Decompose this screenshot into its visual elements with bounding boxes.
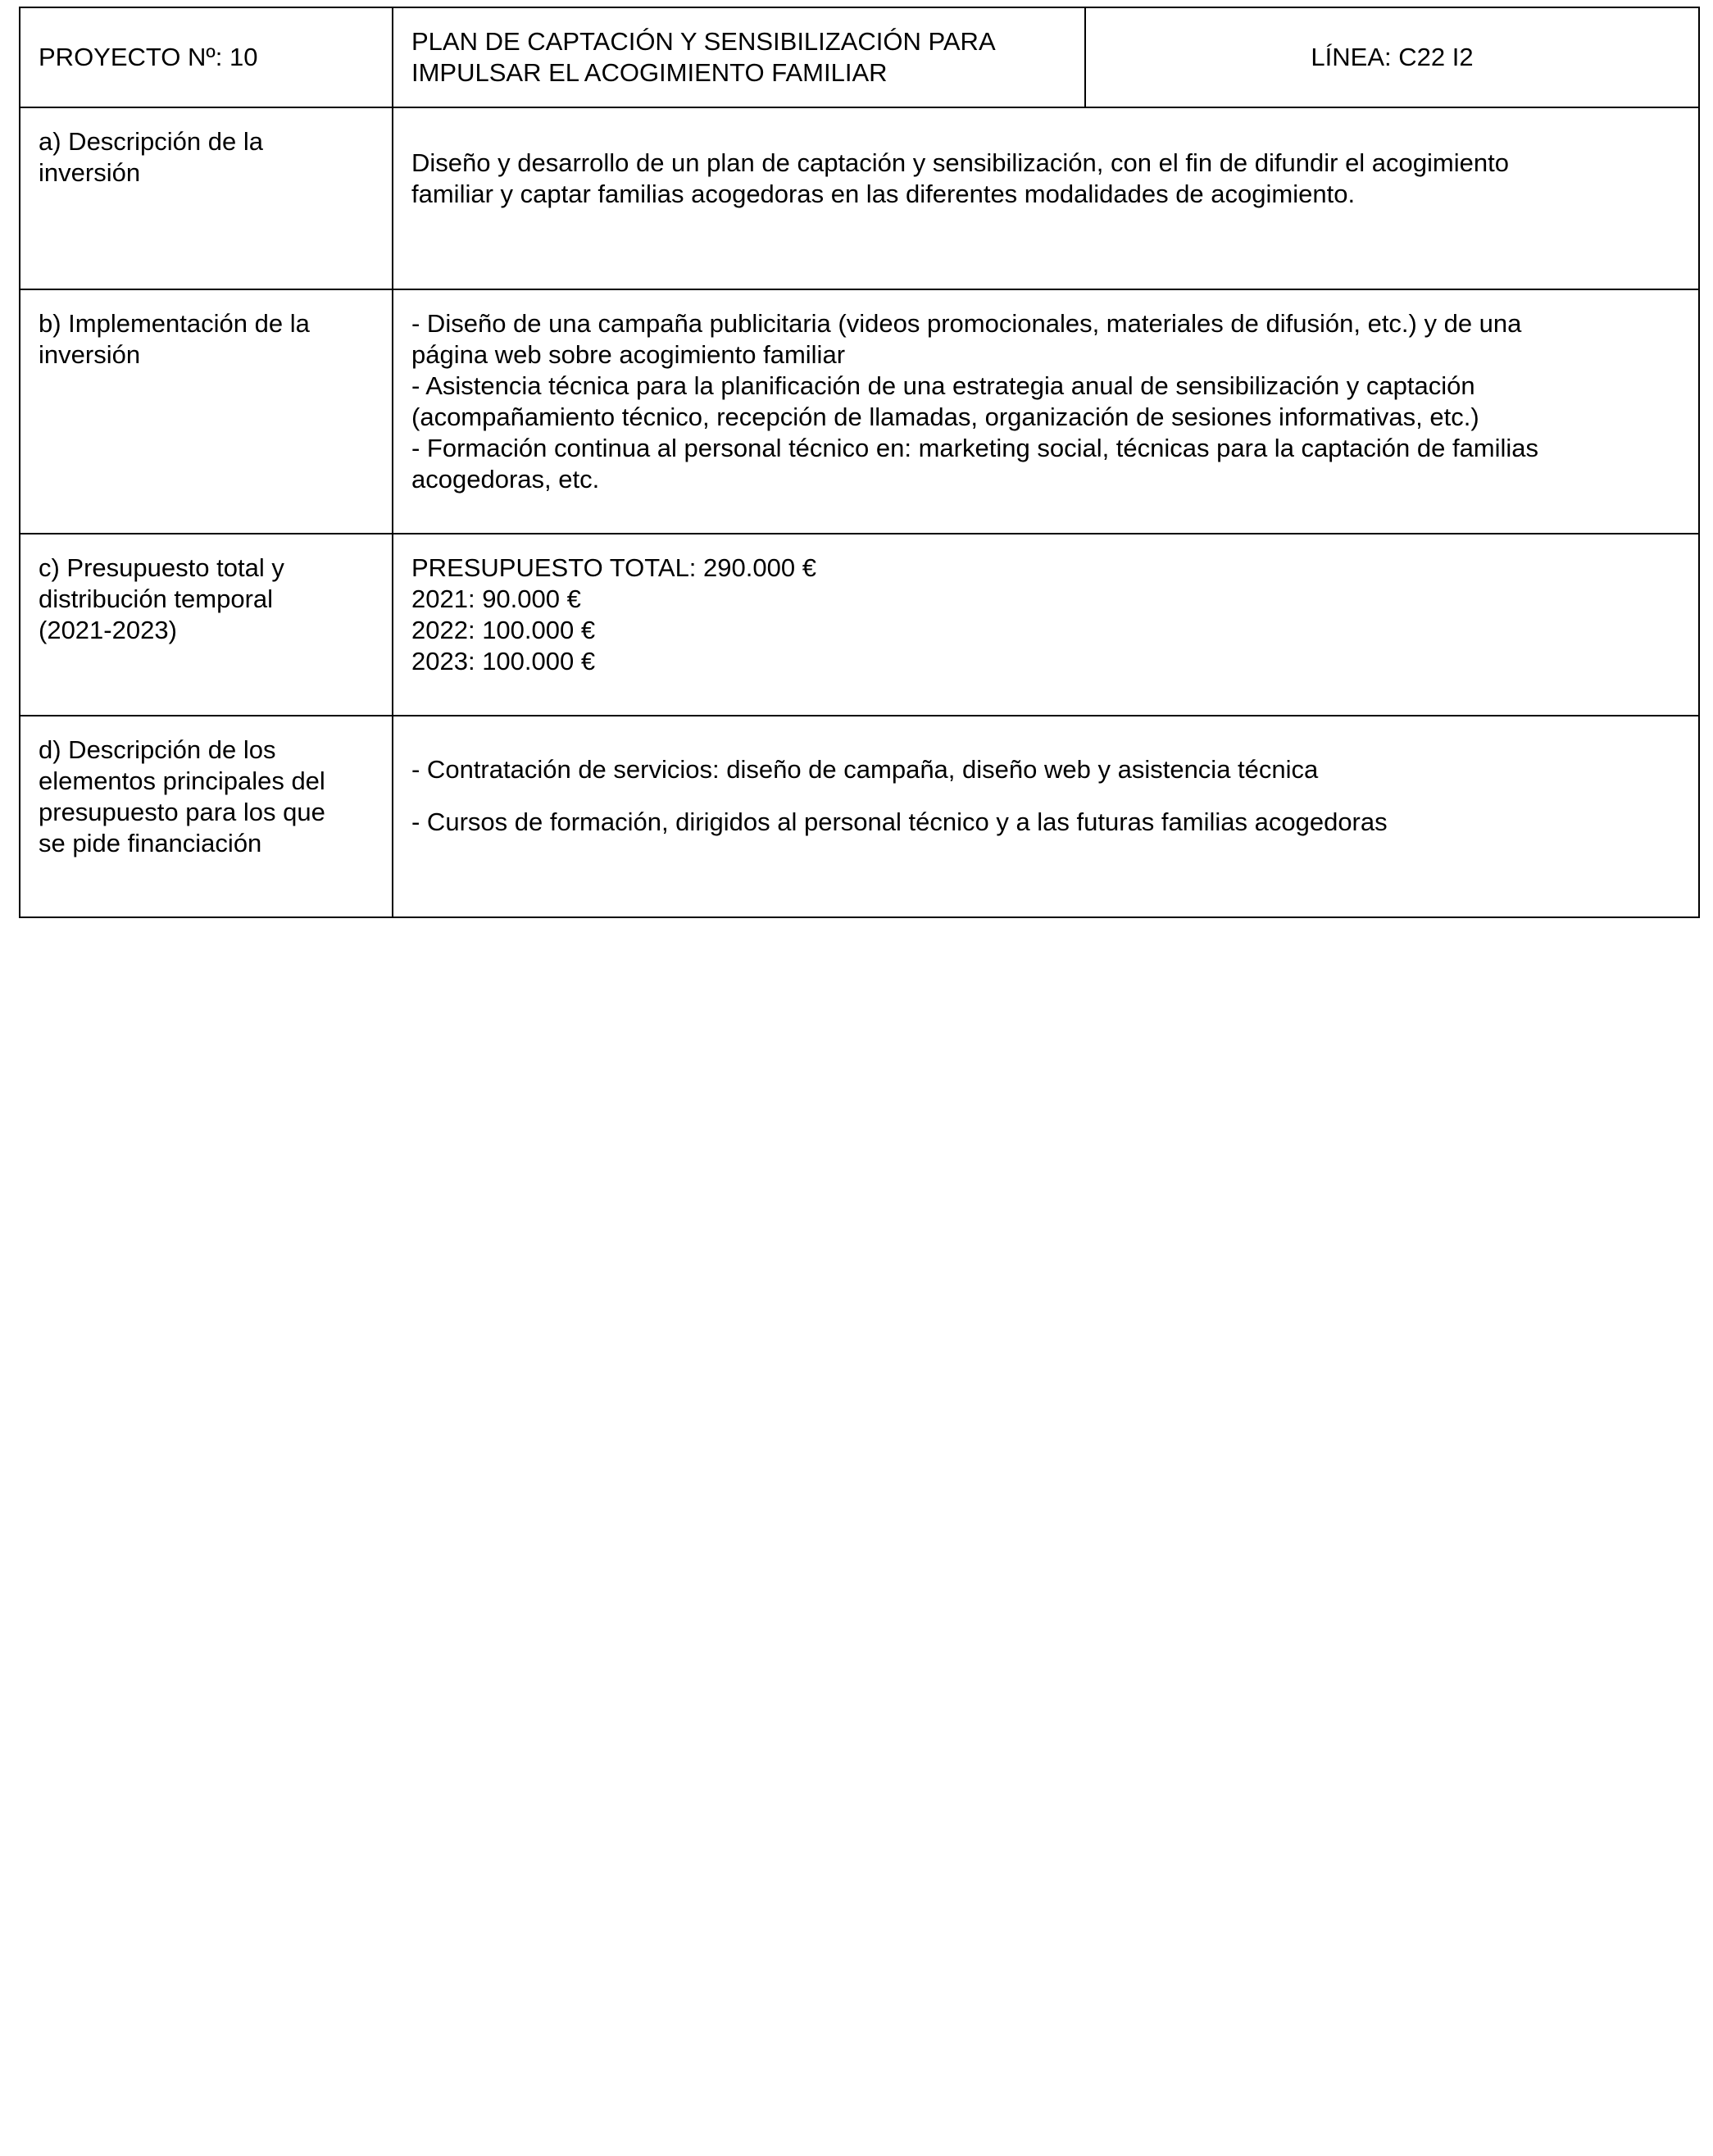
project-line: LÍNEA: C22 I2 — [1311, 43, 1474, 71]
row-investment-implementation — [20, 289, 1699, 534]
row-b-content-line: - Diseño de una campaña publicitaria (videos promocionales, materiales de difusión, etc.) y de una — [411, 309, 1522, 338]
budget-element-item: - Contratación de servicios: diseño de campaña, diseño web y asistencia técnica — [411, 755, 1319, 784]
row-d-label-line-1: d) Descripción de los — [39, 735, 276, 764]
row-d-label-line-4: se pide financiación — [39, 829, 262, 857]
budget-2023: 2023: 100.000 € — [411, 647, 596, 675]
row-a-label-line-1: a) Descripción de la — [39, 127, 263, 156]
row-b-content-cell — [393, 289, 1699, 534]
row-c-content-cell — [393, 534, 1699, 716]
project-line-cell — [1085, 7, 1699, 107]
project-title-line-2: IMPULSAR EL ACOGIMIENTO FAMILIAR — [411, 58, 888, 87]
row-b-label-cell — [20, 289, 393, 534]
row-b-content-line: acogedoras, etc. — [411, 465, 600, 494]
project-number: PROYECTO Nº: 10 — [39, 43, 258, 71]
row-c-label-line-3: (2021-2023) — [39, 616, 177, 644]
row-budget-total — [20, 534, 1699, 716]
row-b-content-line: - Asistencia técnica para la planificación de una estrategia anual de sensibilización y captación — [411, 371, 1475, 400]
row-d-label-cell — [20, 716, 393, 917]
row-c-label-cell — [20, 534, 393, 716]
row-d-label-line-3: presupuesto para los que — [39, 798, 325, 826]
header-row — [20, 7, 1699, 107]
row-a-content-line-2: familiar y captar familias acogedoras en las diferentes modalidades de acogimiento. — [411, 180, 1356, 208]
row-b-content-line: - Formación continua al personal técnico en: marketing social, técnicas para la captación de familias — [411, 434, 1539, 462]
budget-2021: 2021: 90.000 € — [411, 584, 581, 613]
row-a-content-line-1: Diseño y desarrollo de un plan de captación y sensibilización, con el fin de difundir el acogimiento — [411, 148, 1509, 177]
project-number-cell — [20, 7, 393, 107]
row-investment-description — [20, 107, 1699, 289]
row-d-label-line-2: elementos principales del — [39, 766, 325, 795]
row-b-content-line: (acompañamiento técnico, recepción de llamadas, organización de sesiones informativas, etc.) — [411, 403, 1479, 431]
row-budget-elements — [20, 716, 1699, 917]
budget-total: PRESUPUESTO TOTAL: 290.000 € — [411, 553, 816, 582]
row-b-label-line-1: b) Implementación de la — [39, 309, 310, 338]
row-b-content-line: página web sobre acogimiento familiar — [411, 340, 846, 369]
row-c-label-line-1: c) Presupuesto total y — [39, 553, 284, 582]
project-title-line-1: PLAN DE CAPTACIÓN Y SENSIBILIZACIÓN PARA — [411, 27, 996, 56]
project-title-cell — [393, 7, 1085, 107]
row-a-content-cell — [393, 107, 1699, 289]
row-a-label-line-2: inversión — [39, 158, 141, 187]
row-d-content-cell — [393, 716, 1699, 917]
budget-element-item: - Cursos de formación, dirigidos al personal técnico y a las futuras familias acogedoras — [411, 807, 1388, 836]
project-table — [19, 7, 1700, 918]
project-sheet — [19, 7, 1698, 918]
row-b-label-line-2: inversión — [39, 340, 141, 369]
row-a-label-cell — [20, 107, 393, 289]
row-c-label-line-2: distribución temporal — [39, 584, 274, 613]
budget-2022: 2022: 100.000 € — [411, 616, 596, 644]
